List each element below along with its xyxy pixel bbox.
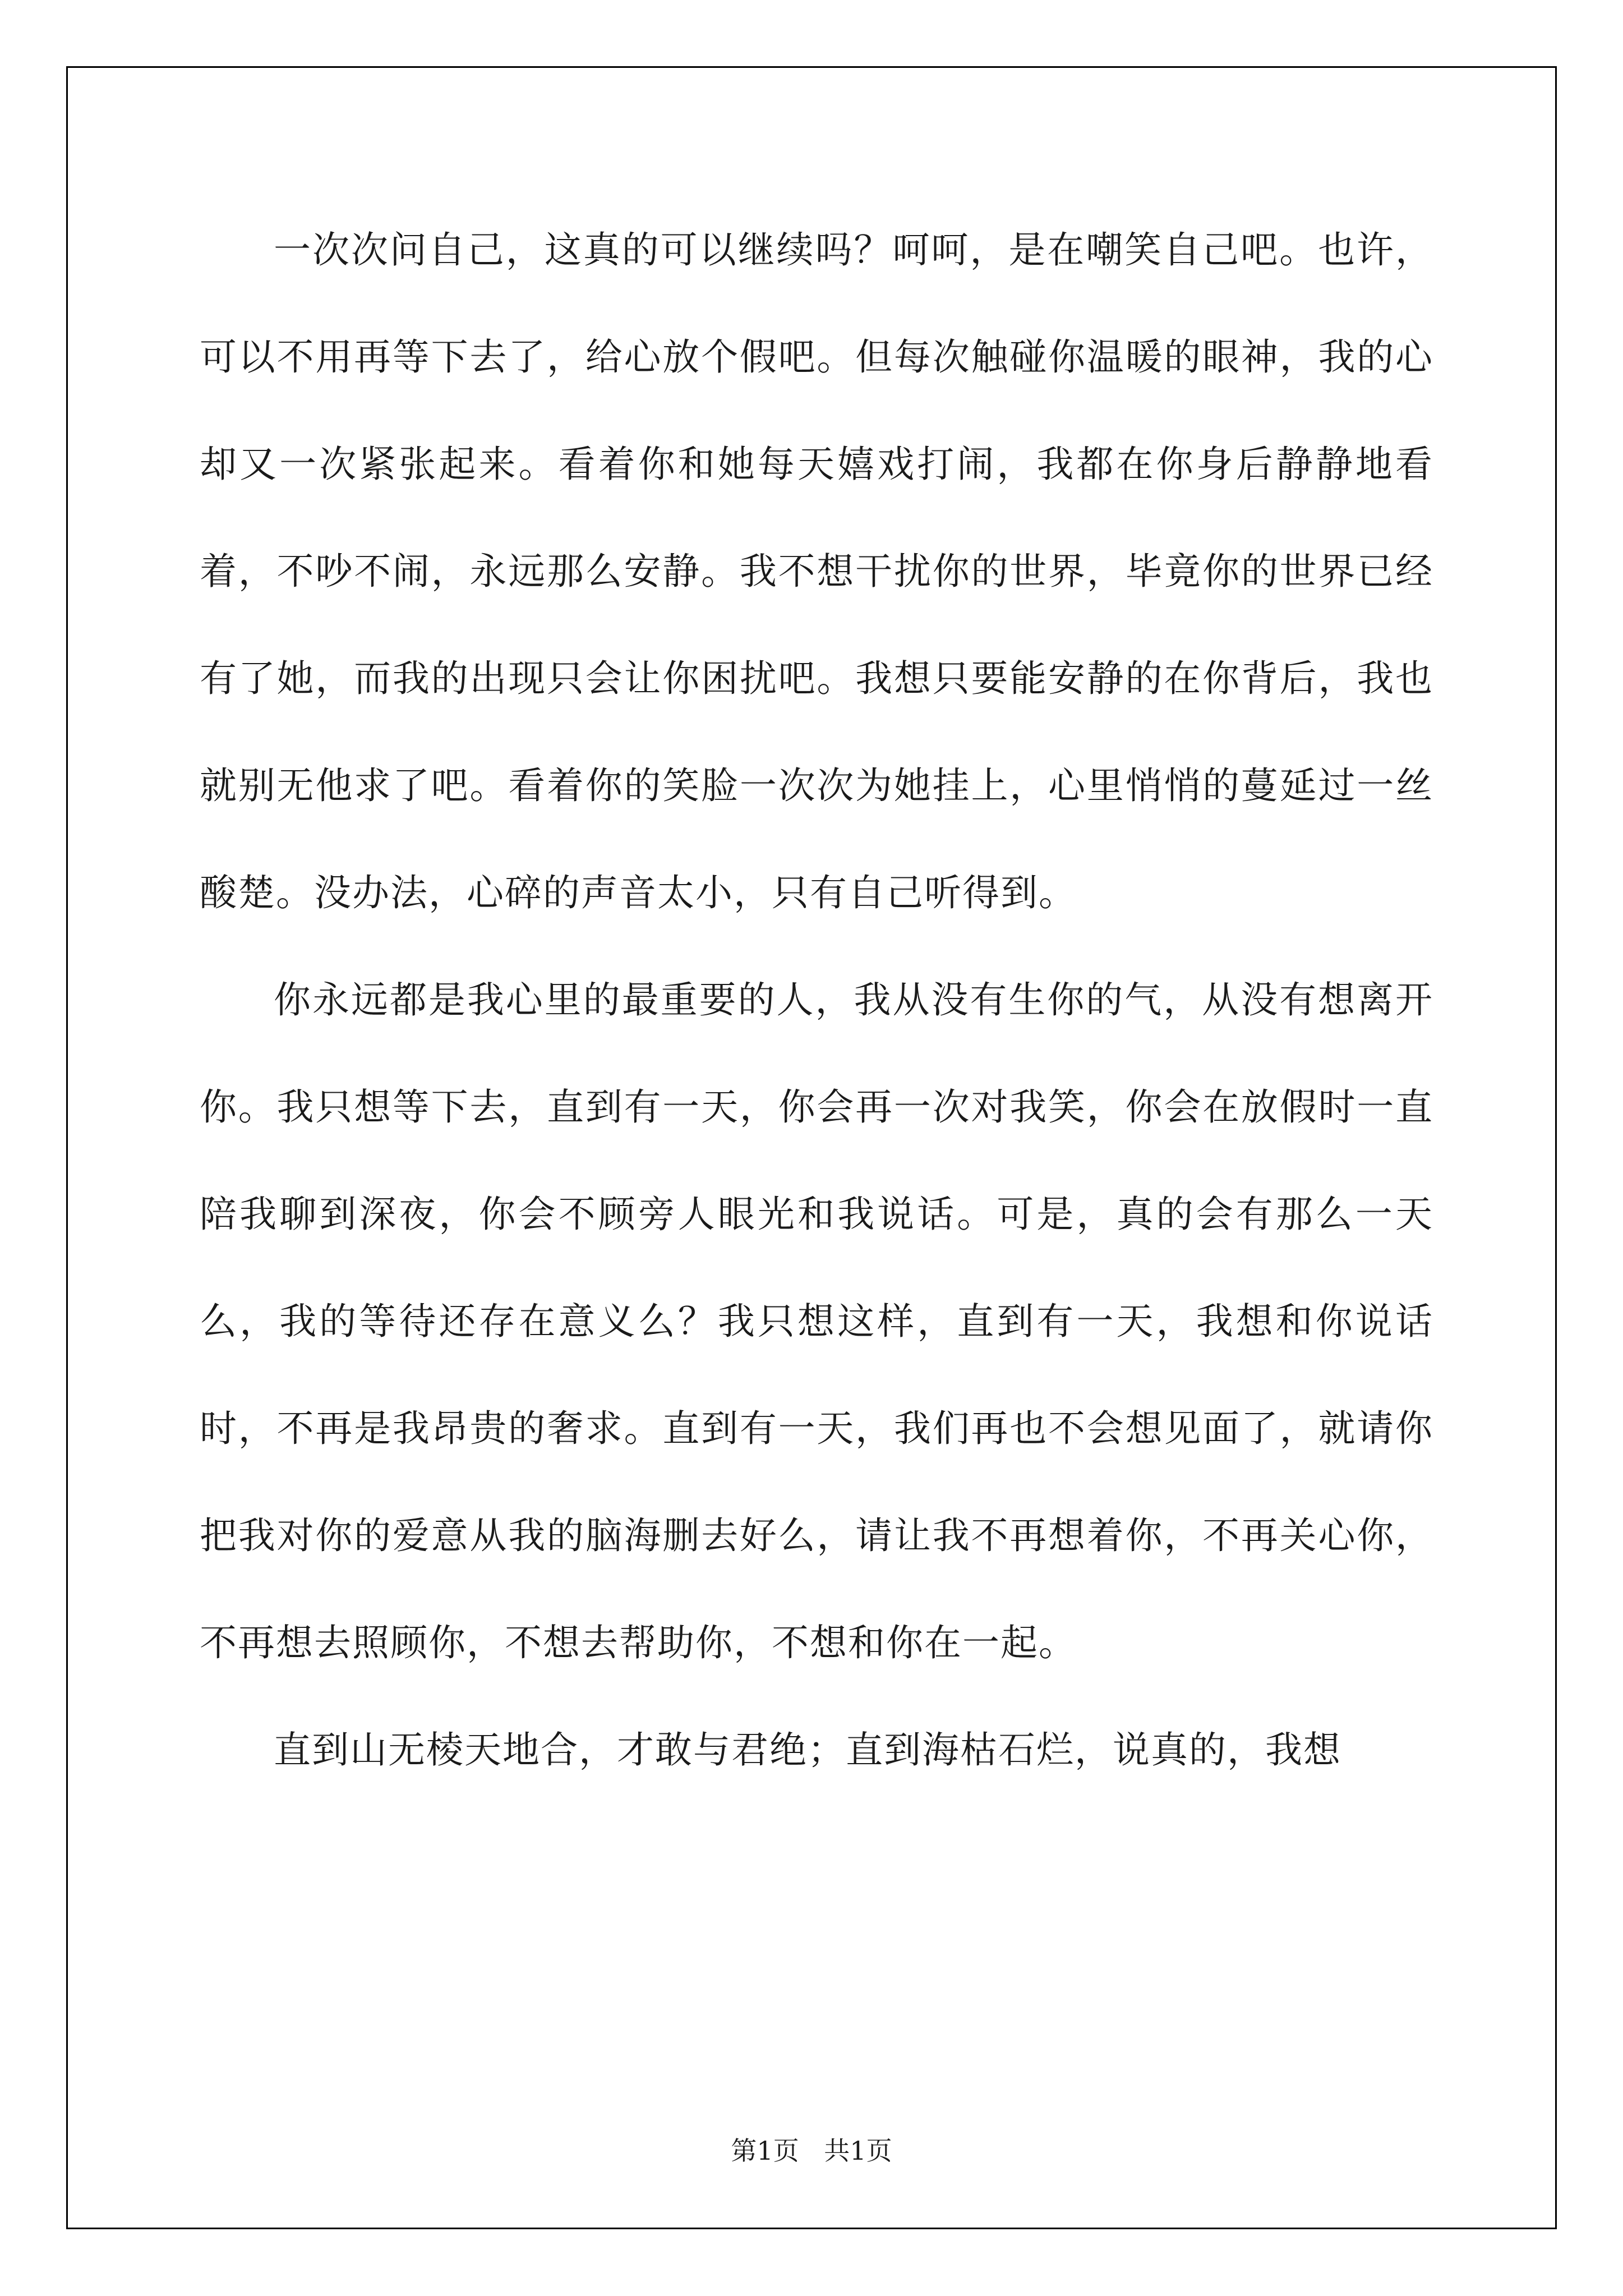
paragraph-3: 直到山无棱天地合，才敢与君绝；直到海枯石烂，说真的，我想: [274, 1728, 1341, 1772]
paragraph-2: 你永远都是我心里的最重要的人，我从没有生你的气，从没有想离开你。我只想等下去，直到有一天，你会再一次对我笑，你会在放假时一直陪我聊到深夜，你会不顾旁人眼光和我说话。可是，真的会有那么一天么，我的等待还存在意义么？我只想这样，直到有一天，我想和你说话时，不再是我昂贵的奢求。直到有一天，我们再也不会想见面了，就请你把我对你的爱意从我的脑海删去好么，请让我不再想着你，不再关心你，不再想去照顾你，不想去帮助你，不想和你在一起。: [200, 978, 1433, 1664]
document-body: [200, 196, 1433, 1803]
page-number-footer: 第1页 共1页: [731, 2136, 892, 2166]
paragraph-1: 一次次问自己，这真的可以继续吗？呵呵，是在嘲笑自己吧。也许，可以不用再等下去了，给心放个假吧。但每次触碰你温暖的眼神，我的心却又一次紧张起来。看着你和她每天嬉戏打闹，我都在你身后静静地看着，不吵不闹，永远那么安静。我不想干扰你的世界，毕竟你的世界已经有了她，而我的出现只会让你困扰吧。我想只要能安静的在你背后，我也就别无他求了吧。看着你的笑脸一次次为她挂上，心里悄悄的蔓延过一丝酸楚。没办法，心碎的声音太小，只有自己听得到。: [200, 228, 1433, 914]
